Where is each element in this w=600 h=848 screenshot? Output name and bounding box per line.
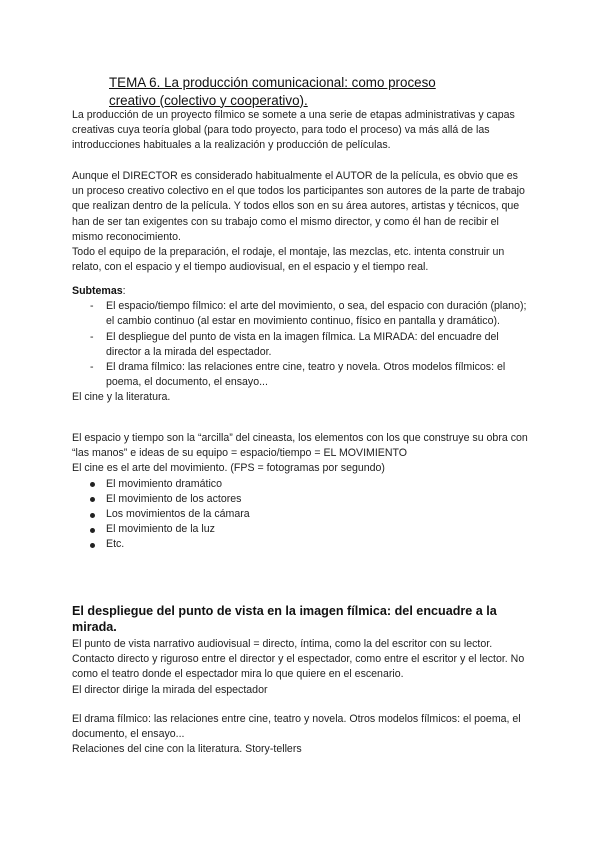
director-section: [72, 169, 532, 275]
subtema-text: El drama fílmico: las relaciones entre cine, teatro y novela. Otros modelos fílmicos: el poema, el documento, el ensayo...: [106, 361, 506, 389]
director-paragraph: Aunque el DIRECTOR es considerado habitualmente el AUTOR de la película, es obvio que es un proceso creativo colectivo en el que todos los participantes son autores de la parte de trabajo que realizan dentro de la película. Y todos ellos son en su área autores, artistas y técnicos, que han de ser tan exigentes con su trabajo como el mismo director, y como él han de recibir el mismo reconocimiento.: [72, 170, 525, 243]
subtemas-section: [72, 284, 532, 406]
bullet-marker: [90, 513, 95, 518]
intro-paragraph: [72, 108, 532, 154]
literature-line: Relaciones del cine con la literatura. Story-tellers: [72, 743, 302, 756]
bullet-marker: [90, 497, 95, 502]
bullet-item: [72, 537, 532, 552]
subtemas-heading-label: Subtemas: [72, 285, 123, 297]
dash-marker: -: [90, 361, 94, 374]
bullet-text: Etc.: [106, 538, 125, 551]
bullet-text: El movimiento de la luz: [106, 523, 215, 536]
bullet-text: Los movimientos de la cámara: [106, 508, 250, 521]
bullet-marker: [90, 543, 95, 548]
movement-list: [72, 477, 532, 553]
drama-paragraph: El drama fílmico: las relaciones entre cine, teatro y novela. Otros modelos fílmicos: el poema, el documento, el ensayo...: [72, 713, 521, 741]
page-title: [109, 74, 509, 109]
subtemas-extra: El cine y la literatura.: [72, 391, 171, 404]
subtema-item: [72, 330, 532, 360]
art-line: El cine es el arte del movimiento. (FPS = fotogramas por segundo): [72, 462, 385, 475]
subtemas-colon: :: [122, 285, 126, 297]
bullet-item: [72, 492, 532, 507]
subtemas-heading: [72, 284, 532, 299]
title-line-2: creativo (colectivo y cooperativo).: [109, 92, 308, 108]
subtemas-list: [72, 299, 532, 390]
clay-paragraph: El espacio y tiempo son la “arcilla” del cineasta, los elementos con los que construye su obra con “las manos” e ideas de su equipo = espacio/tiempo = EL MOVIMIENTO: [72, 432, 528, 460]
bullet-text: El movimiento de los actores: [106, 492, 242, 505]
intro-text: La producción de un proyecto fílmico se somete a una serie de etapas administrativas y capas creativas cuya teoría global (para todo proyecto, para todo el proceso) va más allá de las introducciones habituales a la realización y producción de películas.: [72, 109, 515, 152]
subtema-item: [72, 299, 532, 329]
bullet-text: El movimiento dramático: [106, 477, 222, 490]
bullet-item: [72, 477, 532, 492]
director-gaze-line: El director dirige la mirada del espectador: [72, 683, 268, 696]
bullet-marker: [90, 482, 95, 487]
section-2-drama: [72, 712, 532, 758]
subtema-text: El espacio/tiempo fílmico: el arte del movimiento, o sea, del espacio con duración (plano); el cambio continuo (al estar en movimiento continuo, físico en pantalla y dramático).: [106, 300, 527, 328]
bullet-item: [72, 522, 532, 537]
contact-paragraph: Contacto directo y riguroso entre el director y el espectador, como entre el escritor y el lector. No como el teatro donde el espectador mira lo que quiere en el escenario.: [72, 653, 525, 681]
section-2-body: [72, 637, 532, 698]
team-paragraph: Todo el equipo de la preparación, el rodaje, el montaje, las mezclas, etc. intenta construir un relato, con el espacio y el tiempo audiovisual, en el espacio y el tiempo real.: [72, 246, 505, 274]
dash-marker: -: [90, 300, 94, 313]
bullet-item: [72, 507, 532, 522]
clay-section: [72, 431, 532, 553]
subtema-item: [72, 360, 532, 390]
title-line-1: TEMA 6. La producción comunicacional: como proceso: [109, 75, 436, 90]
viewpoint-line: El punto de vista narrativo audiovisual = directo, íntima, como la del escritor con su lector.: [72, 638, 493, 650]
bullet-marker: [90, 528, 95, 533]
section-2-heading: El despliegue del punto de vista en la imagen fílmica: del encuadre a la mirada.: [72, 604, 497, 634]
subtema-text: El despliegue del punto de vista en la imagen fílmica. La MIRADA: del encuadre del director a la mirada del espectador.: [106, 330, 499, 358]
dash-marker: -: [90, 330, 94, 343]
